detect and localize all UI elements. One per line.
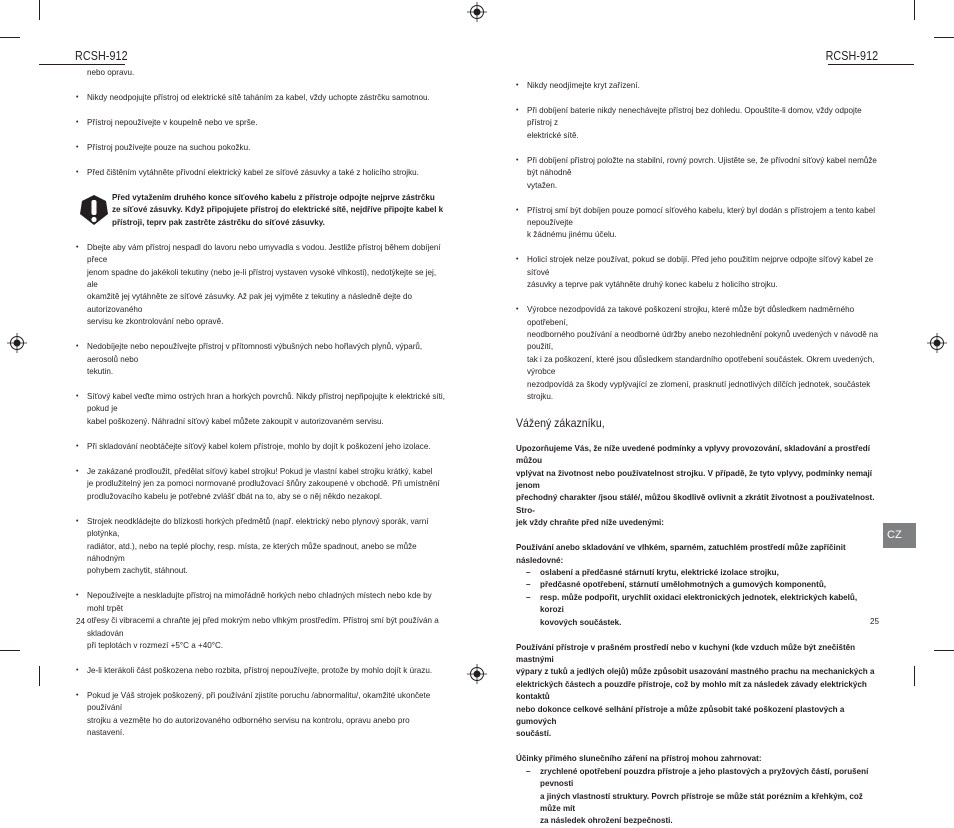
bullet-item: • Před čištěním vytáhněte přívodní elektrický kabel ze síťové zásuvky a také z holicího strojku. [76,167,448,179]
paragraph-spacer [516,404,882,417]
crop-mark [934,37,954,38]
crop-mark [39,0,40,20]
text-line: otřesy či vibracemi a chraňte jej před mokrým nebo vlhkým prostředím. Přístroj smí být používán a skladován [87,616,439,638]
paragraph-spacer [516,292,882,305]
text-line: je prodlužitelný jen za pomoci normované prodlužovací šňůry zakoupené v obchodě. Při umístnění [87,479,440,489]
text-line: pohybem zachytit, stáhnout. [87,566,188,576]
paragraph-spacer [76,329,448,342]
bold-text-line: jek vždy chraňte před níže uvedenými: [516,518,664,528]
bold-text-line: vplývat na životnost nebo použivatelnost strojku. V případě, že tyto vplyvy, podmínky nemají jenom [516,468,873,490]
paragraph-spacer [76,578,448,591]
registration-mark-icon [927,333,947,353]
header-rule-left [39,64,125,65]
paragraph-spacer [76,104,448,117]
dash-item: – resp. může podpořit, urychlit oxidaci elektronických jednotek, elektrických kabelů, korozi [516,592,882,617]
registration-mark-icon [7,333,27,353]
bold-text-line: Účinky přímého slunečního záření na přístroj mohou zahrnovat: [516,754,762,764]
bold-text-line: výpary z tuků a jedlých olejů) může způsobit usazování mastného prachu na mechanických a [516,667,875,677]
paragraph-spacer [76,652,448,665]
bold-text-line: přechodný charakter /jsou stálé/, můžou škodlivě ovlivnit a zkrátit životnost a použivatelnost. Stro- [516,493,875,515]
bold-text-line: Používání anebo skladování ve vlhkém, sparném, zatuchlém prostředí může zapříčinit následovné: [516,543,846,565]
paragraph-spacer [516,430,882,443]
text-line: vytažen. [527,180,558,190]
bullet-item: • Nikdy neodpojujte přístroj od elektrické sítě taháním za kabel, vždy uchopte zástrčku samotnou. [76,92,448,104]
bullet-item: • Síťový kabel veďte mimo ostrých hran a horkých povrchů. Nikdy přístroj nepřipojujte k elektrické síti, pokud je [76,391,448,416]
registration-mark-icon [467,664,487,684]
paragraph-spacer [76,79,448,92]
dash-item-continuation: kovových součástek. [540,617,622,627]
bullet-item: • Nepoužívejte a neskladujte přístroj na mimořádně horkých nebo chladných místech nebo kde by mohl trpět [76,590,448,615]
paragraph-spacer [76,129,448,142]
bullet-item: • Dbejte aby vám přístroj nespadl do lavoru nebo umyvadla s vodou. Jestliže přístroj během dobíjení přece [76,242,448,267]
registration-mark-icon [467,2,487,22]
bold-text-line: nebo dokonce celkové selhání přístroje a může způsobit také poškození plastových a gumových [516,704,845,726]
dash-item: – oslabení a předčasné stárnutí krytu, elektrické izolace strojku, [516,567,882,579]
dash-item-continuation: a jiných vlastností struktury. Povrch přístroje se může stát porézním a křehkým, což může mít [540,791,863,814]
text-line: strojku a vezměte ho do autorizovaného odborného servisu na kontrolu, opravu anebo pro nastavení. [87,715,410,738]
page-number-left: 24 [76,617,86,626]
text-line: při teplotách v rozmezí +5°C a +40°C. [87,640,224,650]
text-line: prodlužovacího kabelu je potřebné zvlášť dbát na to, aby se o něj někdo nezakopl. [87,491,383,501]
page-number-right: 25 [870,617,880,626]
text-line: nezodpovídá za škody vyplývající ze zlomení, prasknutí jednotlivých dílčích jednotek, součástek strojku. [527,379,871,402]
text-line: servisu ke zkontrolování nebo opravě. [87,317,224,327]
bullet-item: • Při dobíjení přístroj položte na stabilní, rovný povrch. Ujistěte se, že přívodní síťový kabel nemůže být náhodně [516,155,882,180]
dash-item: – zrychlené opotřebení pouzdra přístroje a jeho plastových a pryžových částí, porušení pevnosti [516,766,882,791]
dash-item-continuation: za následek ohrožení bezpečnosti. [540,816,673,826]
warning-text-line: přístroji, teprv pak zastrčte zástrčku do síťové zásuvky. [112,217,325,227]
paragraph-spacer [516,142,882,155]
bold-text-line: Používání přístroje v prašném prostředí nebo v kuchyni (kde vzduch může být znečištěn mastnými [516,642,856,664]
paragraph-spacer [516,242,882,255]
bullet-item: • Nikdy neodjímejte kryt zařízení. [516,80,882,92]
warning-text-line: Před vytažením druhého konce síťového kabelu z přístroje odpojte nejprve zástrčku [112,193,435,202]
text-line: neodborného používání a neodborné údržby anebo nezohlednění pokynů uvedených v návodě na použití, [527,330,879,352]
bullet-item: • Přístroj nepoužívejte v koupelně nebo ve sprše. [76,117,448,129]
bullet-item: • Přístroj smí být dobíjen pouze pomocí síťového kabelu, který byl dodán s přístrojem a tento kabel nepoužívejte [516,205,882,230]
text-line: tak i za poškození, které jsou důsledkem standardního opotřebení součástek. Okrem uvedených, výrobce [527,354,875,377]
text-line: k žádnému jinému účelu. [527,230,617,240]
crop-mark [0,37,20,38]
warning-block [76,192,448,229]
bullet-item: • Holicí strojek nelze používat, pokud se dobíjí. Před jeho použitím nejprve odpojte síťový kabel ze síťové [516,254,882,279]
bold-text-line: součástí. [516,729,552,739]
bullet-item: • Strojek neodkládejte do blízkosti horkých předmětů (např. elektrický nebo plynový sporák, varní plotýnka, [76,516,448,541]
paragraph-spacer [516,741,882,754]
dash-item: – předčasné opotřebení, stárnutí umělohmotných a gumových komponentů, [516,579,882,591]
warning-text-line: ze síťové zásuvky. Když připojujete přístroj do elektrické sítě, nejdříve připojte kabel k [112,205,444,215]
paragraph-spacer [516,530,882,543]
left-page-body [76,67,448,740]
text-line: tekutin. [87,367,114,377]
crop-mark [934,650,954,651]
text-line: elektrické sítě. [527,130,579,140]
right-page-body [516,80,882,828]
bullet-item: • Je zakázané prodloužit, předělat síťový kabel strojku! Pokud je vlastní kabel strojku krátký, kabel [76,466,448,478]
paragraph-spacer [76,503,448,516]
text-line: radiátor, atd.), nebo na teplé plochy, resp. místa, ze kterých může spadnout, anebo se může náhodným [87,541,417,563]
header-rule-right [828,64,914,65]
text-line: nebo opravu. [87,68,135,77]
crop-mark [39,666,40,686]
exclamation-warning-icon [79,194,109,226]
crop-mark [0,650,20,651]
text-line: kabel poškozený. Náhradní síťový kabel můžete zakoupit v autorizovaném servisu. [87,416,384,426]
paragraph-spacer [516,192,882,205]
paragraph-spacer [76,453,448,466]
bullet-item: • Pokud je Váš strojek poškozený, při používání zjistíte poruchu /abnormalitu/, okamžité ukončete používání [76,690,448,715]
paragraph-spacer [76,677,448,690]
text-line: okamžitě jej vytáhněte ze síťové zásuvky. Až pak jej vyjměte z tekutiny a následně dejte do autorizovaného [87,292,413,314]
bullet-item: • Výrobce nezodpovídá za takové poškození strojku, které může být důsledkem nadměrného opotřebení, [516,304,882,329]
bold-text-line: Upozorňujeme Vás, že níže uvedené podmínky a vplyvy provozování, skladování a prostředí můžou [516,443,870,466]
bullet-item: • Je-li kterákoli část poškozena nebo rozbita, přístroj nepoužívejte, protože by mohlo dojít k úrazu. [76,665,448,677]
text-line: jenom spadne do jakékoli tekutiny (nebo je-li přístroj vystaven vysoké vlhkosti), nedotýkejte se jej, ale [87,267,437,290]
bullet-item: • Při dobíjení baterie nikdy nenechávejte přístroj bez dohledu. Opouštíte-li domov, vždy odpojte přístroj z [516,105,882,130]
bullet-item: • Při skladování neobtáčejte síťový kabel kolem přístroje, mohlo by dojít k poškození jeho izolace. [76,441,448,453]
language-tab: CZ [883,523,916,548]
paragraph-spacer [76,378,448,391]
paragraph-spacer [516,92,882,105]
paragraph-spacer [76,229,448,242]
bullet-item: • Nedobíjejte nebo nepoužívejte přístroj v přítomnosti výbušných nebo hořlavých plynů, výparů, aerosolů nebo [76,341,448,366]
paragraph-spacer [76,179,448,192]
text-line: zásuvky a teprve pak vytáhněte druhý konec kabelu z holicího strojku. [527,280,778,290]
crop-mark [914,0,915,20]
crop-mark [914,666,915,686]
model-name-left: RCSH-912 [75,49,128,63]
paragraph-spacer [76,154,448,167]
paragraph-spacer [76,428,448,441]
model-name-right: RCSH-912 [825,49,878,63]
bold-text-line: elektrických částech a pouzdře přístroje, což by mohlo mít za následek závady elektrických kontaktů [516,679,867,702]
paragraph-spacer [516,629,882,642]
section-heading: Vážený zákazníku, [516,416,605,431]
bullet-item: • Přístroj používejte pouze na suchou pokožku. [76,142,448,154]
